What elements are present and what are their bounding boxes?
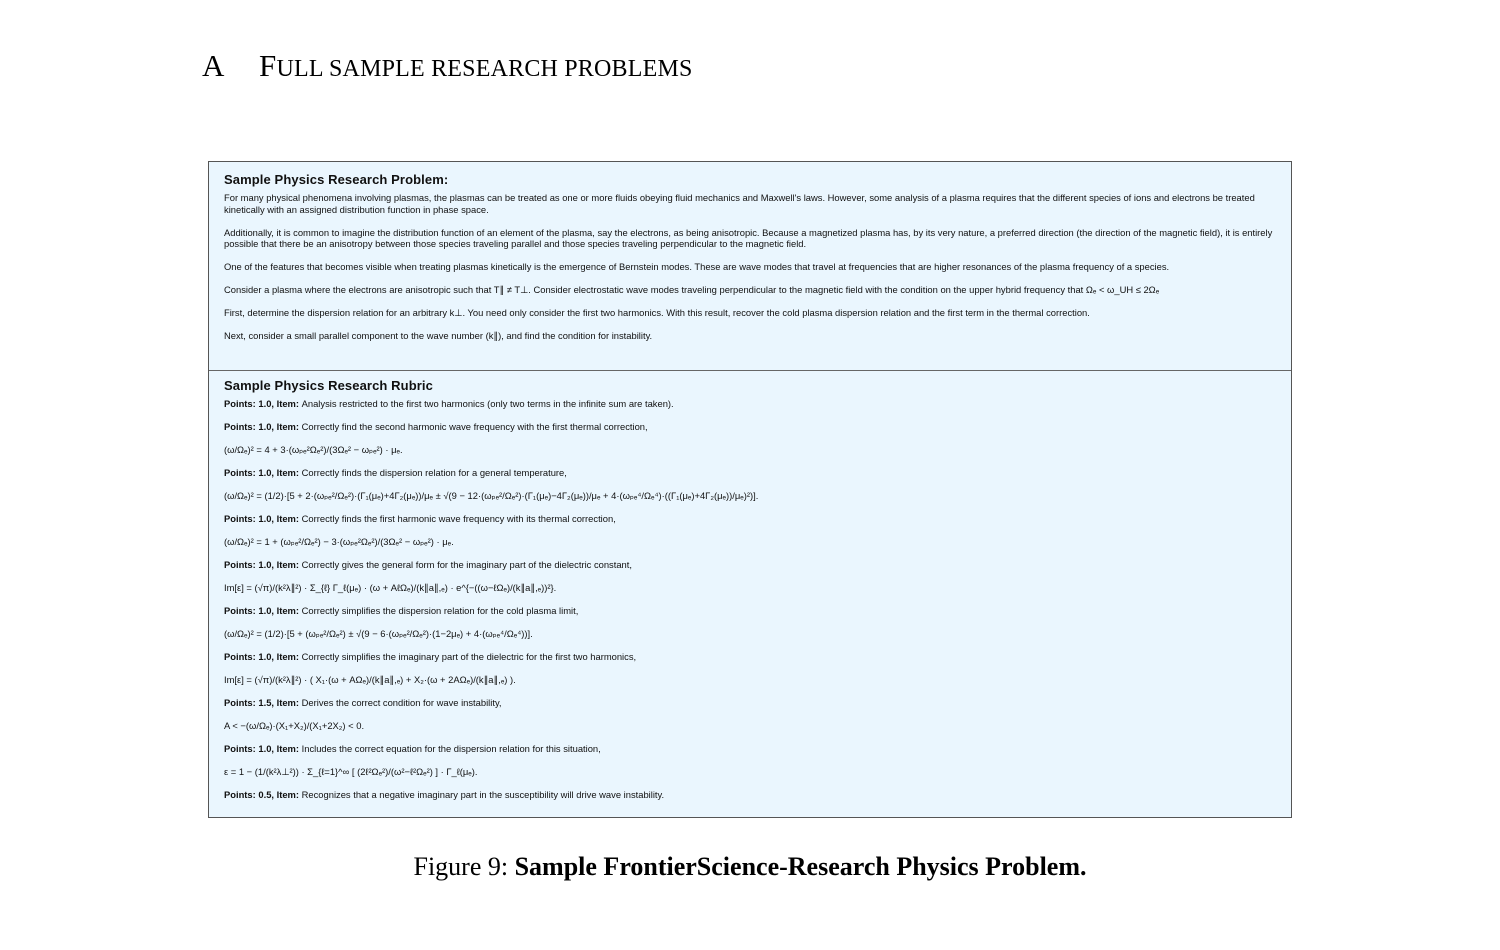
rubric-equation: (ω/Ωₑ)² = 1 + (ωₚₑ²/Ωₑ²) − 3·(ωₚₑ²Ωₑ²)/(3Ωₑ² − ωₚₑ²) · μₑ. — [224, 536, 454, 547]
rubric-item — [224, 651, 1276, 663]
rubric-points-label: Points: 1.0, Item: — [224, 513, 302, 524]
rubric-item-text: Derives the correct condition for wave instability, — [301, 697, 502, 708]
rubric-item — [224, 743, 1276, 755]
rubric-item — [224, 789, 1276, 801]
section-number: A — [202, 48, 225, 83]
rubric-equation: (ω/Ωₑ)² = (1/2)·[5 + (ωₚₑ²/Ωₑ²) ± √(9 − 6·(ωₚₑ²/Ωₑ²)·(1−2μₑ) + 4·(ωₚₑ⁴/Ωₑ⁴))]. — [224, 628, 533, 639]
rubric-item — [224, 398, 1276, 410]
rubric-item-text: Correctly finds the first harmonic wave frequency with its thermal correction, — [301, 513, 616, 524]
rubric-item — [224, 697, 1276, 709]
problem-paragraph: For many physical phenomena involving plasmas, the plasmas can be treated as one or more fluids obeying fluid mechanics and Maxwell's laws. However, some analysis of a plasma requires that the different species of ions and electrons be treated kinetically with an assigned distribution function in phase space. — [224, 192, 1255, 215]
rubric-item — [224, 467, 1276, 479]
rubric-list — [224, 398, 1276, 801]
rubric-equation: Im[ε] = (√π)/(k²λ∥²) · ( X₁·(ω + AΩₑ)/(k∥a∥,ₑ) + X₂·(ω + 2AΩₑ)/(k∥a∥,ₑ) ). — [224, 674, 516, 685]
rubric-points-label: Points: 1.0, Item: — [224, 398, 302, 409]
figure-box — [208, 161, 1292, 818]
rubric-points-label: Points: 1.0, Item: — [224, 605, 302, 616]
rubric-item-text: Correctly simplifies the dispersion relation for the cold plasma limit, — [301, 605, 579, 616]
section-title-initial: F — [259, 48, 277, 83]
rubric-points-label: Points: 1.0, Item: — [224, 559, 302, 570]
rubric-equation: (ω/Ωₑ)² = (1/2)·[5 + 2·(ωₚₑ²/Ωₑ²)·(Γ₁(μₑ)+4Γ₂(μₑ))/μₑ ± √(9 − 12·(ωₚₑ²/Ωₑ²)·(Γ₁(μₑ)−4Γ₂(μₑ))/μₑ + 4·(ωₚₑ⁴/Ωₑ⁴)·((Γ₁(μₑ)+4Γ₂(μₑ))/μₑ)²)]. — [224, 490, 759, 501]
rubric-item — [224, 605, 1276, 617]
rubric-item-text: Correctly find the second harmonic wave frequency with the first thermal correction, — [301, 421, 648, 432]
rubric-points-label: Points: 0.5, Item: — [224, 789, 302, 800]
problem-paragraph: First, determine the dispersion relation for an arbitrary k⊥. You need only consider the first two harmonics. With this result, recover the cold plasma dispersion relation and the first term in the thermal correction. — [224, 307, 1090, 318]
rubric-points-label: Points: 1.0, Item: — [224, 743, 302, 754]
problem-paragraph: Next, consider a small parallel component to the wave number (k∥), and find the condition for instability. — [224, 330, 653, 341]
rubric-equation: (ω/Ωₑ)² = 4 + 3·(ωₚₑ²Ωₑ²)/(3Ωₑ² − ωₚₑ²) · μₑ. — [224, 444, 403, 455]
problem-paragraph: Consider a plasma where the electrons are anisotropic such that T∥ ≠ T⊥. Consider electrostatic wave modes traveling perpendicular to the magnetic field with the condition on the upper hybrid frequency that Ωₑ < ω_UH ≤ 2Ωₑ — [224, 284, 1160, 295]
rubric-equation: ε = 1 − (1/(k²λ⊥²)) · Σ_{ℓ=1}^∞ [ (2ℓ²Ωₑ²)/(ω²−ℓ²Ωₑ²) ] · Γ_ℓ(μₑ). — [224, 766, 478, 777]
rubric-item-text: Correctly gives the general form for the imaginary part of the dielectric constant, — [301, 559, 632, 570]
rubric-title: Sample Physics Research Rubric — [224, 378, 433, 393]
rubric-item-text: Recognizes that a negative imaginary part in the susceptibility will drive wave instability. — [301, 789, 665, 800]
rubric-points-label: Points: 1.0, Item: — [224, 651, 302, 662]
rubric-item — [224, 421, 1276, 433]
figure-caption — [0, 852, 1500, 882]
caption-label: Figure 9: — [413, 852, 509, 881]
rubric-equation: Im[ε] = (√π)/(k²λ∥²) · Σ_{ℓ} Γ_ℓ(μₑ) · (ω + AℓΩₑ)/(k∥a∥,ₑ) · e^{−((ω−ℓΩₑ)/(k∥a∥,ₑ))²}. — [224, 582, 557, 593]
rubric-item — [224, 559, 1276, 571]
rubric-points-label: Points: 1.0, Item: — [224, 421, 302, 432]
rubric-item-text: Correctly finds the dispersion relation for a general temperature, — [301, 467, 567, 478]
section-title-rest: ULL SAMPLE RESEARCH PROBLEMS — [276, 56, 693, 82]
section-heading — [202, 48, 693, 84]
problem-paragraph: Additionally, it is common to imagine the distribution function of an element of the plasma, say the electrons, as being anisotropic. Because a magnetized plasma has, by its very nature, a preferred direction (the direction of the magnetic field), it is entirely possible that there be an anisotropy between those species traveling parallel and those species traveling perpendicular to the magnetic field. — [224, 226, 1273, 249]
problem-panel — [209, 162, 1291, 371]
problem-title: Sample Physics Research Problem: — [224, 172, 449, 187]
rubric-points-label: Points: 1.0, Item: — [224, 467, 302, 478]
rubric-item-text: Includes the correct equation for the dispersion relation for this situation, — [301, 743, 601, 754]
rubric-equation: A < −(ω/Ωₑ)·(X₁+X₂)/(X₁+2X₂) < 0. — [224, 720, 365, 731]
problem-paragraph: One of the features that becomes visible when treating plasmas kinetically is the emergence of Bernstein modes. These are wave modes that travel at frequencies that are higher resonances of the plasma frequency of a species. — [224, 261, 1170, 272]
rubric-panel — [209, 371, 1291, 817]
rubric-item — [224, 513, 1276, 525]
rubric-points-label: Points: 1.5, Item: — [224, 697, 302, 708]
rubric-item-text: Correctly simplifies the imaginary part of the dielectric for the first two harmonics, — [301, 651, 637, 662]
caption-text: Sample FrontierScience-Research Physics Problem. — [514, 852, 1087, 881]
rubric-item-text: Analysis restricted to the first two harmonics (only two terms in the infinite sum are taken). — [301, 398, 674, 409]
